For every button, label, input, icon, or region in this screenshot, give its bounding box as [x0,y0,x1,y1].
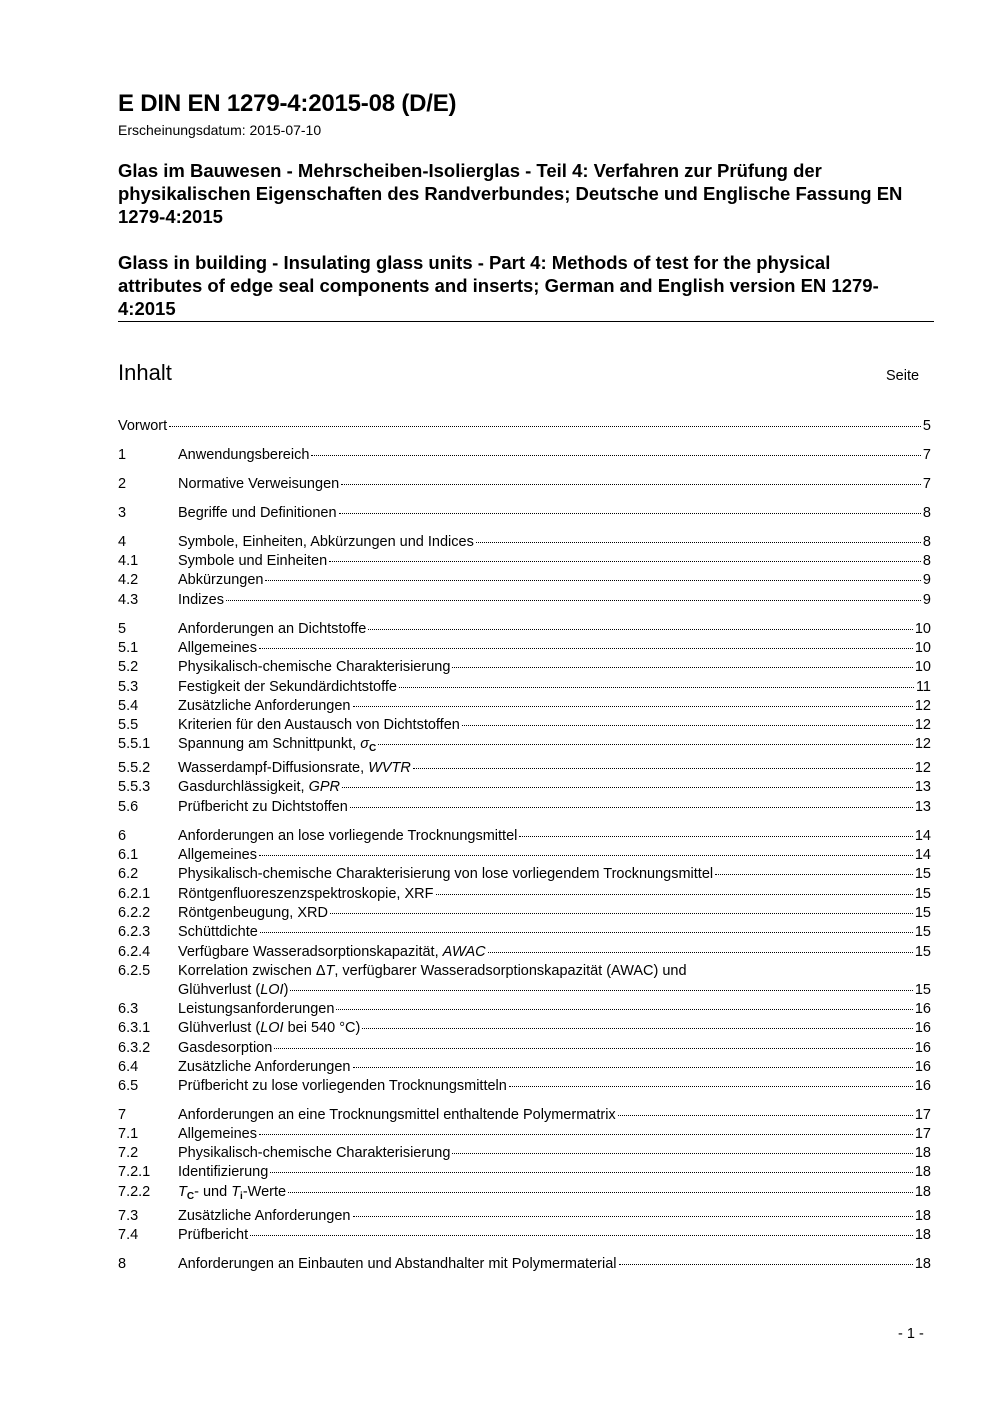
title-text: - und [194,1184,232,1200]
toc-entry[interactable] [118,981,931,1000]
toc-entry-title [178,1183,286,1206]
toc-entry-page: 16 [914,1059,931,1075]
toc-entry[interactable] [118,885,931,904]
toc-entry-title: Physikalisch-chemische Charakterisierung [178,659,451,675]
toc-dot-leader [270,1172,913,1173]
toc-entry[interactable] [118,759,931,778]
toc-entry-number: 6.2 [118,866,139,882]
toc-entry-number: 5.4 [118,698,139,714]
toc-entry[interactable] [118,591,931,610]
toc-entry-title: Prüfbericht zu lose vorliegenden Trocknungsmitteln [178,1078,507,1094]
toc-dot-leader [715,874,913,875]
title-symbol: WVTR [368,760,411,776]
toc-entry-number: 5.2 [118,659,139,675]
toc-entry[interactable] [118,904,931,923]
title-subscript: C [368,743,377,754]
toc-entry-number: 7.2.1 [118,1164,151,1180]
toc-entry-number: 4.1 [118,553,139,569]
title-german: Glas im Bauwesen - Mehrscheiben-Isolierglas - Teil 4: Verfahren zur Prüfung der physikalischen Eigenschaften des Randverbundes; Deutsche und Englische Fassung EN 1279-4:2015 [118,160,903,227]
toc-dot-leader [250,1235,913,1236]
toc-entry-number: 6 [118,828,127,844]
toc-entry[interactable] [118,865,931,884]
toc-entry-title: Symbole und Einheiten [178,553,328,569]
toc-dot-leader [226,600,921,601]
toc-entry-page: 5 [922,418,931,434]
title-text: bei 540 °C) [283,1020,361,1036]
toc-entry-number: 7.2 [118,1145,139,1161]
toc-dot-leader [288,1192,913,1193]
toc-entry-title: Anforderungen an Dichtstoffe [178,621,367,637]
toc-entry[interactable] [118,1000,931,1019]
toc-entry-page: 18 [914,1256,931,1272]
toc-entry-title: Allgemeines [178,1126,257,1142]
toc-entry-page: 15 [914,886,931,902]
page-number: - 1 - [898,1326,924,1342]
toc-entry-title [178,1019,360,1038]
toc-entry-number: 6.4 [118,1059,139,1075]
toc-entry[interactable] [118,571,931,590]
toc-entry-title [178,735,376,758]
toc-entry-page: 7 [922,476,931,492]
toc-entry-number: 4 [118,534,127,550]
toc-entry-title: Röntgenfluoreszenzspektroskopie, XRF [178,886,434,902]
toc-entry[interactable] [118,475,931,494]
toc-entry-title: Allgemeines [178,847,257,863]
title-symbol: σ [360,736,369,752]
toc-entry[interactable] [118,678,931,697]
toc-entry-number: 7 [118,1107,127,1123]
toc-dot-leader [519,836,913,837]
toc-dot-leader [330,913,913,914]
toc-entry-page: 12 [914,760,931,776]
toc-entry-title [178,778,340,797]
title-text: Wasserdampf-Diffusionsrate, [178,760,369,776]
title-text: , verfügbarer Wasseradsorptionskapazität (AWAC) und [334,963,687,979]
title-text: Glühverlust ( [178,982,261,998]
toc-entry-title: Begriffe und Definitionen [178,505,337,521]
toc-entry-title: Vorwort [118,418,168,434]
toc-entry-page: 15 [914,924,931,940]
document-id: E DIN EN 1279-4:2015-08 (D/E) [118,90,457,117]
toc-entry-page: 15 [914,982,931,998]
toc-dot-leader [290,990,912,991]
title-text: Korrelation zwischen Δ [178,963,326,979]
toc-entry-page: 18 [914,1184,931,1200]
toc-dot-leader [342,787,913,788]
toc-entry-number: 7.3 [118,1208,139,1224]
title-text: Spannung am Schnittpunkt, [178,736,361,752]
toc-entry[interactable] [118,1019,931,1038]
toc-entry-number: 5.5.2 [118,760,151,776]
toc-entry[interactable] [118,504,931,523]
toc-dot-leader [259,648,913,649]
toc-dot-leader [452,1153,912,1154]
toc-entry[interactable] [118,943,931,962]
title-symbol: T [178,1184,187,1200]
toc-entry-number: 5.5 [118,717,139,733]
title-text: ) [283,982,289,998]
title-symbol: LOI [260,982,284,998]
toc-entry-number: 6.2.4 [118,944,151,960]
toc-dot-leader [341,484,921,485]
toc-entry[interactable] [118,620,931,639]
toc-dot-leader [260,932,913,933]
toc-entry-page: 16 [914,1078,931,1094]
toc-entry-number: 4.2 [118,572,139,588]
toc-entry-title: Allgemeines [178,640,257,656]
toc-dot-leader [259,855,913,856]
toc-entry-title [178,759,411,778]
toc-entry-page: 18 [914,1164,931,1180]
toc-entry-number: 4.3 [118,592,139,608]
toc-heading: Inhalt [118,360,172,385]
toc-entry-page: 10 [914,640,931,656]
toc-entry-title: Symbole, Einheiten, Abkürzungen und Indices [178,534,474,550]
toc-dot-leader [436,894,913,895]
toc-entry[interactable] [118,1077,931,1096]
title-subscript: C [186,1191,195,1202]
toc-entry-number: 7.2.2 [118,1184,151,1200]
toc-dot-leader [488,952,913,953]
toc-entry[interactable] [118,1163,931,1182]
toc-entry-number: 6.2.2 [118,905,151,921]
title-text: Verfügbare Wasseradsorptionskapazität, [178,944,443,960]
toc-entry-page: 18 [914,1208,931,1224]
toc-entry-page: 12 [914,717,931,733]
title-text: -Werte [242,1184,287,1200]
toc-entry[interactable] [118,735,931,754]
toc-dot-leader [169,426,921,427]
toc-entry-page: 17 [914,1126,931,1142]
toc-entry-page: 16 [914,1020,931,1036]
toc-entry-number: 6.3.1 [118,1020,151,1036]
toc-entry-number: 2 [118,476,127,492]
toc-entry-number: 1 [118,447,127,463]
title-symbol: LOI [260,1020,284,1036]
toc-entry-page: 8 [922,534,931,550]
toc-entry-page: 9 [922,572,931,588]
toc-entry-number: 7.4 [118,1227,139,1243]
toc-entry-number: 5.6 [118,799,139,815]
toc-entry-title [178,943,486,962]
toc-dot-leader [353,1216,913,1217]
toc-entry[interactable] [118,923,931,942]
toc-entry[interactable] [118,716,931,735]
toc-entry-page: 7 [922,447,931,463]
toc-dot-leader [368,629,913,630]
toc-entry[interactable] [118,827,931,846]
toc-entry-number: 6.2.1 [118,886,151,902]
toc-entry-title: Abkürzungen [178,572,264,588]
toc-entry-title [178,981,288,1000]
toc-page-label: Seite [886,368,920,384]
toc-entry-number: 5.1 [118,640,139,656]
toc-entry-page: 15 [914,944,931,960]
toc-dot-leader [378,744,913,745]
toc-entry[interactable] [118,798,931,817]
toc-dot-leader [311,455,921,456]
toc-entry-number: 3 [118,505,127,521]
toc-entry-page: 16 [914,1001,931,1017]
toc-entry[interactable] [118,533,931,552]
toc-entry-title: Prüfbericht [178,1227,249,1243]
toc-dot-leader [509,1086,913,1087]
title-symbol: GPR [308,779,340,795]
toc-dot-leader [353,1067,913,1068]
toc-entry-title: Anforderungen an eine Trocknungsmittel enthaltende Polymermatrix [178,1107,616,1123]
toc-entry[interactable] [118,417,931,436]
title-symbol: T [231,1184,241,1200]
toc-entry-number: 5.5.1 [118,736,151,752]
toc-entry-title: Zusätzliche Anforderungen [178,698,351,714]
toc-entry-number: 8 [118,1256,127,1272]
toc-dot-leader [462,725,913,726]
toc-entry-title: Leistungsanforderungen [178,1001,335,1017]
toc-entry[interactable] [118,639,931,658]
toc-entry-page: 9 [922,592,931,608]
toc-dot-leader [336,1009,912,1010]
toc-entry[interactable] [118,1125,931,1144]
toc-entry[interactable] [118,778,931,797]
toc-entry-number: 5 [118,621,127,637]
toc-entry-number: 6.2.3 [118,924,151,940]
toc-entry[interactable] [118,1039,931,1058]
toc-dot-leader [339,513,921,514]
toc-entry-title: Gasdesorption [178,1040,273,1056]
toc-entry-title: Identifizierung [178,1164,269,1180]
toc-entry[interactable] [118,1106,931,1125]
toc-entry[interactable] [118,1058,931,1077]
toc-entry-title: Anforderungen an Einbauten und Abstandhalter mit Polymermaterial [178,1256,617,1272]
toc-entry[interactable] [118,1144,931,1163]
title-symbol: AWAC [442,944,486,960]
toc-entry-page: 8 [922,505,931,521]
toc-entry[interactable] [118,697,931,716]
toc-entry-title: Festigkeit der Sekundärdichtstoffe [178,679,397,695]
toc-entry-number: 6.5 [118,1078,139,1094]
toc-entry-page: 18 [914,1145,931,1161]
toc-entry-page: 12 [914,698,931,714]
toc-entry-page: 17 [914,1107,931,1123]
toc-entry-title: Physikalisch-chemische Charakterisierung [178,1145,451,1161]
toc-entry[interactable] [118,658,931,677]
toc-entry-number: 6.3.2 [118,1040,151,1056]
toc-entry-page: 15 [914,866,931,882]
publication-date: Erscheinungsdatum: 2015-07-10 [118,122,322,138]
toc-entry-number: 7.1 [118,1126,139,1142]
toc-entry[interactable] [118,1226,931,1245]
toc-entry-title: Normative Verweisungen [178,476,340,492]
toc-dot-leader [476,542,921,543]
toc-entry-title: Zusätzliche Anforderungen [178,1208,351,1224]
title-text: Glühverlust ( [178,1020,261,1036]
toc-dot-leader [350,807,913,808]
toc-entry-title: Schüttdichte [178,924,258,940]
toc-dot-leader [265,580,920,581]
toc-entry[interactable] [118,1255,931,1274]
toc-entry-title: Anwendungsbereich [178,447,310,463]
toc-entry-title: Kriterien für den Austausch von Dichtstoffen [178,717,460,733]
toc-entry[interactable] [118,1183,931,1202]
title-english: Glass in building - Insulating glass units - Part 4: Methods of test for the physical attributes of edge seal components and inserts; German and English version EN 1279-4:2015 [118,252,879,319]
toc-entry-number: 5.5.3 [118,779,151,795]
title-subscript: i [240,1191,243,1202]
toc-entry-title [178,962,687,981]
title-text: Gasdurchlässigkeit, [178,779,309,795]
toc-dot-leader [619,1264,913,1265]
toc-entry[interactable] [118,1207,931,1226]
toc-dot-leader [399,687,914,688]
toc-entry-page: 10 [914,659,931,675]
toc-entry-title: Anforderungen an lose vorliegende Trocknungsmittel [178,828,518,844]
toc-dot-leader [353,706,913,707]
toc-entry-title: Röntgenbeugung, XRD [178,905,328,921]
toc-entry[interactable] [118,846,931,865]
toc-dot-leader [259,1134,913,1135]
toc-entry-title: Zusätzliche Anforderungen [178,1059,351,1075]
toc-entry-page: 16 [914,1040,931,1056]
toc-entry-page: 12 [914,736,931,752]
toc-entry-page: 8 [922,553,931,569]
toc-entry-page: 15 [914,905,931,921]
toc-entry-page: 18 [914,1227,931,1243]
toc-dot-leader [452,667,912,668]
toc-entry-number: 6.1 [118,847,139,863]
toc-dot-leader [329,561,921,562]
toc-entry-number: 6.2.5 [118,963,151,979]
toc-entry-title: Physikalisch-chemische Charakterisierung von lose vorliegendem Trocknungsmittel [178,866,714,882]
toc-entry-page: 13 [914,779,931,795]
toc-dot-leader [413,768,913,769]
toc-entry-title: Indizes [178,592,224,608]
toc-entry-page: 14 [914,828,931,844]
toc-dot-leader [274,1048,913,1049]
toc-entry-number: 5.3 [118,679,139,695]
toc-dot-leader [362,1028,913,1029]
toc-entry-number: 6.3 [118,1001,139,1017]
toc-entry[interactable] [118,446,931,465]
title-symbol: T [325,963,335,979]
toc-entry-page: 14 [914,847,931,863]
toc-entry[interactable] [118,552,931,571]
toc-entry[interactable] [118,962,931,981]
toc-entry-page: 13 [914,799,931,815]
toc-entry-page: 10 [914,621,931,637]
title-divider [118,321,934,322]
toc-dot-leader [618,1115,913,1116]
toc-entry-title: Prüfbericht zu Dichtstoffen [178,799,348,815]
toc-entry-page: 11 [915,679,931,695]
